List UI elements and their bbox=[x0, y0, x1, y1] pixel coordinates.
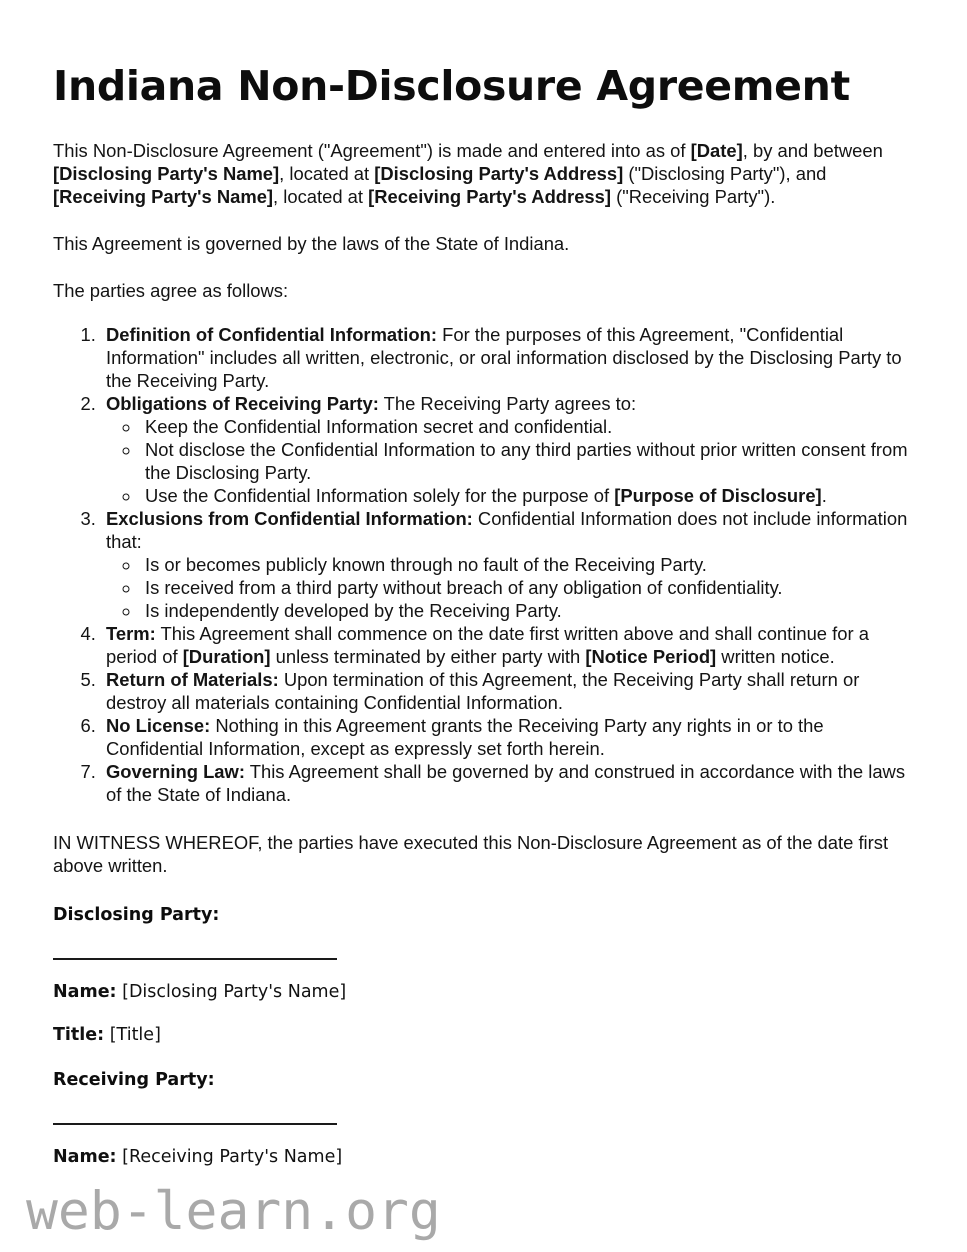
term-item-2 bbox=[101, 392, 915, 507]
term-body: For the purposes of this Agreement, "Confidential Information" includes all written, electronic, or oral information disclosed by the Disclosing Party to the Receiving Party. bbox=[106, 324, 902, 392]
site-watermark: web-learn.org bbox=[26, 1181, 441, 1242]
term-body: This Agreement shall be governed by and construed in accordance with the laws of the State of Indiana. bbox=[106, 761, 906, 806]
term-heading: Governing Law: bbox=[106, 761, 245, 783]
subitem-text: Is or becomes publicly known through no fault of the Receiving Party. bbox=[145, 554, 707, 576]
intro-text-part6: ("Receiving Party"). bbox=[611, 186, 776, 208]
term-item-4 bbox=[101, 622, 915, 668]
term-body: Upon termination of this Agreement, the Receiving Party shall return or destroy all materials containing Confidential Information. bbox=[106, 669, 860, 714]
term-heading: Return of Materials: bbox=[106, 669, 279, 691]
notice-period-placeholder: [Notice Period] bbox=[585, 646, 717, 668]
list-item bbox=[141, 576, 915, 599]
name-label: Name: bbox=[53, 1147, 117, 1168]
purpose-of-disclosure-placeholder: [Purpose of Disclosure] bbox=[614, 485, 822, 507]
receiving-party-name-placeholder: [Receiving Party's Name] bbox=[53, 186, 274, 208]
term-item-1 bbox=[101, 323, 915, 392]
receiving-party-signature-heading: Receiving Party: bbox=[53, 1070, 215, 1091]
subitem-text: Not disclose the Confidential Information to any third parties without prior written consent from the Disclosing Party. bbox=[145, 439, 908, 484]
intro-paragraph bbox=[53, 139, 915, 208]
term-item-7 bbox=[101, 760, 915, 806]
intro-text-part3: , located at bbox=[279, 163, 375, 185]
receiving-party-address-placeholder: [Receiving Party's Address] bbox=[368, 186, 611, 208]
intro-text-part2: , by and between bbox=[742, 140, 883, 162]
list-item bbox=[141, 484, 915, 507]
term-body: Confidential Information does not include information that: bbox=[106, 508, 908, 553]
parties-agree-lead-in: The parties agree as follows: bbox=[53, 280, 289, 302]
subitem-text: Is received from a third party without breach of any obligation of confidentiality. bbox=[145, 577, 783, 599]
list-item bbox=[141, 553, 915, 576]
disclosing-party-signature-heading: Disclosing Party: bbox=[53, 905, 220, 926]
term-heading: Obligations of Receiving Party: bbox=[106, 393, 379, 415]
list-item bbox=[141, 415, 915, 438]
intro-text-part5: , located at bbox=[273, 186, 369, 208]
name-value: [Receiving Party's Name] bbox=[116, 1147, 343, 1168]
term-3-subitems bbox=[106, 553, 915, 622]
witness-clause: IN WITNESS WHEREOF, the parties have executed this Non-Disclosure Agreement as of the date first above written. bbox=[53, 832, 889, 877]
subitem-text-tail: . bbox=[821, 485, 827, 507]
name-value: [Disclosing Party's Name] bbox=[116, 982, 347, 1003]
term-item-5 bbox=[101, 668, 915, 714]
intro-text-part4: ("Disclosing Party"), and bbox=[623, 163, 827, 185]
date-placeholder: [Date] bbox=[690, 140, 743, 162]
disclosing-party-name-field bbox=[53, 981, 915, 1003]
subitem-text: Is independently developed by the Receiving Party. bbox=[145, 600, 562, 622]
duration-placeholder: [Duration] bbox=[182, 646, 271, 668]
list-item bbox=[141, 438, 915, 484]
term-body: Nothing in this Agreement grants the Receiving Party any rights in or to the Confidential Information, except as expressly set forth herein. bbox=[106, 715, 824, 760]
term-item-3 bbox=[101, 507, 915, 622]
term-2-subitems bbox=[106, 415, 915, 507]
disclosing-party-signature-line bbox=[53, 958, 337, 960]
term-heading: Term: bbox=[106, 623, 156, 645]
subitem-text: Keep the Confidential Information secret and confidential. bbox=[145, 416, 613, 438]
term-heading: No License: bbox=[106, 715, 211, 737]
term-heading: Definition of Confidential Information: bbox=[106, 324, 437, 346]
name-label: Name: bbox=[53, 982, 117, 1003]
receiving-party-signature-line bbox=[53, 1123, 337, 1125]
governing-law-sentence: This Agreement is governed by the laws of the State of Indiana. bbox=[53, 233, 570, 255]
disclosing-party-address-placeholder: [Disclosing Party's Address] bbox=[374, 163, 624, 185]
term-heading: Exclusions from Confidential Information: bbox=[106, 508, 473, 530]
term-item-6 bbox=[101, 714, 915, 760]
title-label: Title: bbox=[53, 1025, 105, 1046]
page-title: Indiana Non-Disclosure Agreement bbox=[53, 62, 850, 110]
list-item bbox=[141, 599, 915, 622]
disclosing-party-name-placeholder: [Disclosing Party's Name] bbox=[53, 163, 280, 185]
disclosing-party-title-field bbox=[53, 1024, 915, 1046]
intro-text-part1: This Non-Disclosure Agreement ("Agreement") is made and entered into as of bbox=[53, 140, 691, 162]
term-body: The Receiving Party agrees to: bbox=[378, 393, 637, 415]
terms-list bbox=[53, 323, 915, 806]
receiving-party-name-field bbox=[53, 1146, 915, 1168]
title-value: [Title] bbox=[104, 1025, 161, 1046]
term-body-b: unless terminated by either party with bbox=[270, 646, 586, 668]
term-body: This Agreement shall commence on the date first written above and shall continue for a period of bbox=[106, 623, 869, 668]
subitem-text: Use the Confidential Information solely for the purpose of bbox=[145, 485, 615, 507]
term-body-c: written notice. bbox=[716, 646, 835, 668]
